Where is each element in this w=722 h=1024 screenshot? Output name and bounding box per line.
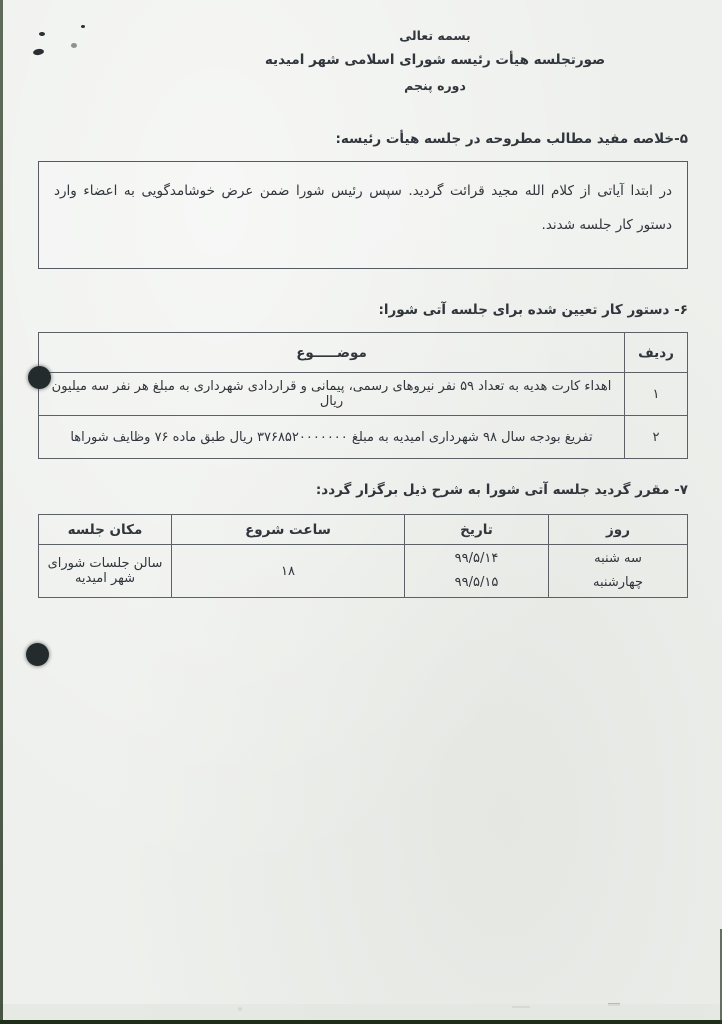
table-row [39, 373, 688, 416]
schedule-col-time: ساعت شروع [172, 515, 405, 545]
hole-punch-top [28, 366, 51, 389]
section7-heading: ۷- مقرر گردید جلسه آتی شورا به شرح ذیل برگزار گردد: [315, 482, 688, 498]
ink-speck [33, 48, 45, 55]
hole-punch-bottom [26, 643, 49, 666]
schedule-time-cell: ۱۸ [172, 545, 405, 598]
agenda-subject-cell: تفریغ بودجه سال ۹۸ شهرداری امیدیه به مبلغ ۳۷۶۸۵۲۰۰۰۰۰۰۰ ریال طبق ماده ۷۶ وظایف شوراها [39, 416, 625, 459]
schedule-table [38, 514, 688, 598]
ink-speck [71, 43, 77, 48]
section5-heading: ۵-خلاصه مفید مطالب مطروحه در جلسه هیأت رئیسه: [335, 131, 688, 147]
section5-body: در ابتدا آیاتی از کلام الله مجید قرائت گردید. سپس رئیس شورا ضمن عرض خوشامدگویی به اعضاء وارد دستور کار جلسه شدند. [54, 183, 672, 233]
bismillah-line: بسمه تعالی [399, 28, 471, 43]
agenda-table-wrapper [38, 332, 688, 459]
table-row [39, 416, 688, 459]
schedule-day-cell [549, 545, 688, 598]
agenda-row-number-cell: ۱ [625, 373, 688, 416]
document-header [148, 28, 722, 93]
agenda-header-row [39, 333, 688, 373]
schedule-col-day: روز [549, 515, 688, 545]
agenda-col-subject: موضـــــوع [39, 333, 625, 373]
schedule-day-2: چهارشنبه [593, 575, 643, 590]
term-line: دوره پنجم [404, 78, 466, 93]
schedule-location-cell: سالن جلسات شورای شهر امیدیه [39, 545, 172, 598]
schedule-header-row [39, 515, 688, 545]
schedule-date-1: ۹۹/۵/۱۴ [454, 551, 499, 566]
agenda-table [38, 332, 688, 459]
schedule-date-2: ۹۹/۵/۱۵ [454, 575, 499, 590]
table-row [39, 545, 688, 598]
scan-edge-left [0, 0, 3, 1024]
agenda-row-number-cell: ۲ [625, 416, 688, 459]
section6-heading: ۶- دستور کار تعیین شده برای جلسه آتی شورا: [378, 302, 688, 318]
schedule-date-cell [405, 545, 549, 598]
agenda-col-row-number: ردیف [625, 333, 688, 373]
ink-speck [81, 25, 85, 28]
ink-speck [39, 32, 45, 36]
document-title: صورتجلسه هیأت رئیسه شورای اسلامی شهر امیدیه [264, 52, 606, 68]
schedule-col-date: تاریخ [405, 515, 549, 545]
schedule-day-1: سه شنبه [594, 551, 642, 566]
section5-text-box [38, 161, 688, 269]
scan-bottom-band [0, 1004, 722, 1020]
schedule-table-wrapper [38, 514, 688, 598]
scan-edge-bottom [0, 1020, 722, 1024]
agenda-subject-cell: اهداء کارت هدیه به تعداد ۵۹ نفر نیروهای رسمی، پیمانی و قراردادی شهرداری به مبلغ هر نفر سه میلیون ریال [39, 373, 625, 416]
schedule-col-location: مکان جلسه [39, 515, 172, 545]
